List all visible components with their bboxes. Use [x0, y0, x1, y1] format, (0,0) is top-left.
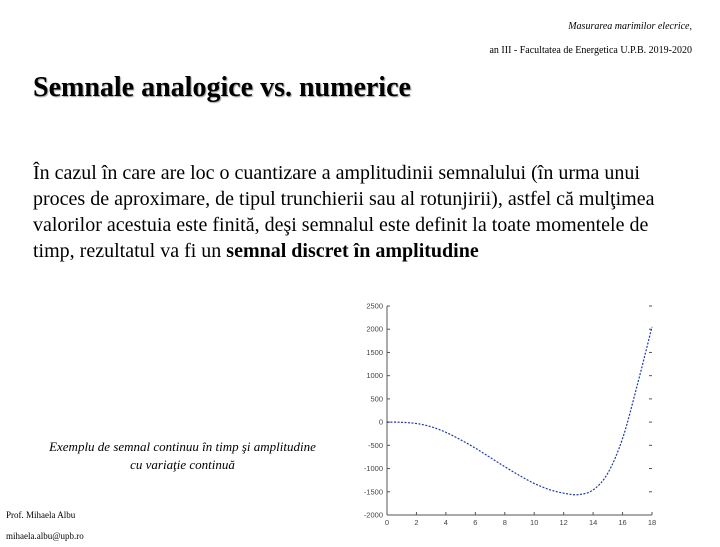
- y-tick-label: 1500: [366, 347, 383, 357]
- signal-chart: [355, 300, 665, 530]
- body-bold-term: semnal discret în amplitudine: [226, 240, 479, 262]
- chart-plot-area: [364, 302, 656, 528]
- footer-email: mihaela.albu@upb.ro: [6, 531, 84, 541]
- y-tick-label: 2000: [366, 324, 383, 334]
- body-paragraph: [33, 160, 693, 264]
- x-tick-label: 6: [473, 518, 478, 527]
- x-tick-label: 10: [530, 518, 539, 527]
- y-tick-label: 1000: [366, 371, 383, 381]
- slide-footer: [6, 505, 84, 547]
- x-tick-label: 16: [618, 518, 627, 527]
- x-tick-label: 8: [502, 518, 507, 527]
- y-tick-label: 500: [370, 394, 383, 404]
- body-text: În cazul în care are loc o cuantizare a amplitudinii semnalului (în urma unui proces de aproximare, de tipul trunchierii sau al rotunjirii), astfel că mulţimea valorilor acestuia este finită, deşi semnalul este definit la toate momentele de timp, rezultatul va fi un: [33, 162, 655, 262]
- footer-author: Prof. Mihaela Albu: [6, 510, 76, 520]
- x-tick-label: 12: [559, 518, 568, 527]
- y-tick-label: -2000: [363, 510, 383, 520]
- x-tick-label: 4: [443, 518, 448, 527]
- figure-caption: Exemplu de semnal continuu în timp şi amplitudine cu variaţie continuă: [49, 439, 316, 472]
- header-faculty: an III - Facultatea de Energetica U.P.B. 2019-2020: [489, 45, 692, 56]
- slide-title: Semnale analogice vs. numerice: [33, 72, 411, 103]
- x-tick-label: 0: [384, 518, 390, 527]
- x-tick-label: 2: [414, 518, 419, 527]
- y-tick-label: -1500: [363, 487, 383, 497]
- slide-header: [489, 15, 692, 63]
- y-tick-label: 0: [378, 417, 383, 427]
- header-course: Masurarea marimilor elecrice,: [568, 21, 692, 32]
- y-tick-label: -500: [367, 440, 383, 450]
- series-line-signal: [387, 327, 652, 495]
- y-tick-label: -1000: [363, 464, 383, 474]
- y-tick-label: 2500: [366, 301, 383, 311]
- x-tick-label: 18: [647, 518, 657, 527]
- x-tick-label: 14: [588, 518, 598, 527]
